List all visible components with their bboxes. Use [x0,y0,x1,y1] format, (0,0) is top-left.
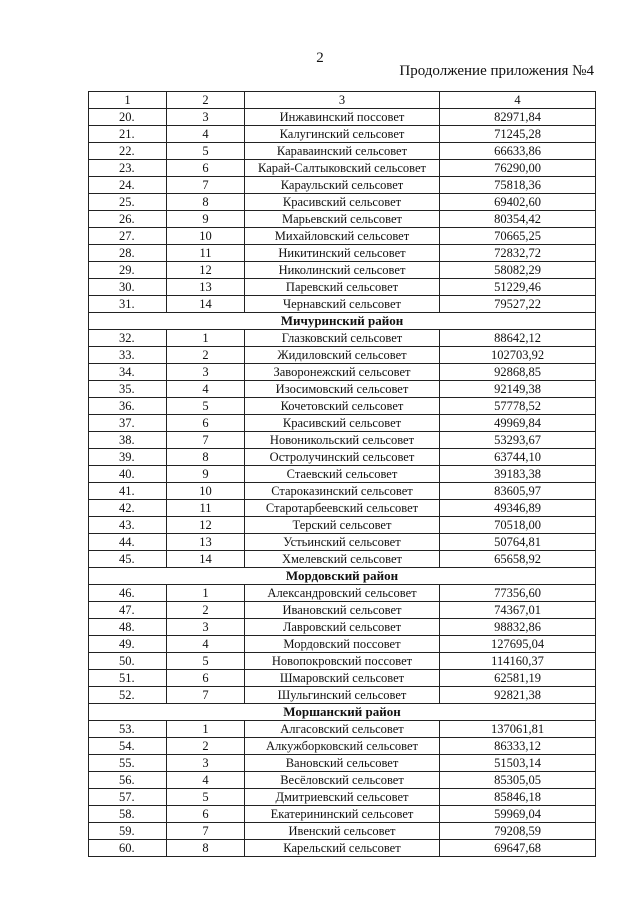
row-number-cell: 56. [89,772,167,789]
amount-cell: 65658,92 [440,551,596,568]
local-number-cell: 4 [167,126,245,143]
municipality-cell: Шульгинский сельсовет [245,687,440,704]
municipality-cell: Александровский сельсовет [245,585,440,602]
local-number-cell: 13 [167,279,245,296]
amount-cell: 85305,05 [440,772,596,789]
amount-cell: 137061,81 [440,721,596,738]
row-number-cell: 60. [89,840,167,857]
local-number-cell: 1 [167,585,245,602]
amount-cell: 69647,68 [440,840,596,857]
table-row [89,194,596,211]
amount-cell: 82971,84 [440,109,596,126]
local-number-cell: 3 [167,109,245,126]
row-number-cell: 46. [89,585,167,602]
row-number-cell: 51. [89,670,167,687]
municipality-cell: Терский сельсовет [245,517,440,534]
row-number-cell: 30. [89,279,167,296]
row-number-cell: 59. [89,823,167,840]
municipality-cell: Глазковский сельсовет [245,330,440,347]
amount-cell: 49969,84 [440,415,596,432]
municipality-cell: Никитинский сельсовет [245,245,440,262]
table-row [89,789,596,806]
local-number-cell: 14 [167,551,245,568]
header-cell-3: 3 [245,92,440,109]
row-number-cell: 32. [89,330,167,347]
municipality-cell: Хмелевский сельсовет [245,551,440,568]
table-row [89,755,596,772]
table-row [89,823,596,840]
table-row [89,806,596,823]
local-number-cell: 7 [167,823,245,840]
row-number-cell: 58. [89,806,167,823]
local-number-cell: 1 [167,721,245,738]
table-row [89,687,596,704]
municipality-cell: Староказинский сельсовет [245,483,440,500]
municipality-cell: Николинский сельсовет [245,262,440,279]
municipality-cell: Весёловский сельсовет [245,772,440,789]
local-number-cell: 5 [167,789,245,806]
row-number-cell: 38. [89,432,167,449]
table-row [89,500,596,517]
municipality-cell: Екатерининский сельсовет [245,806,440,823]
allocation-table [88,91,596,857]
local-number-cell: 11 [167,500,245,517]
amount-cell: 92821,38 [440,687,596,704]
amount-cell: 58082,29 [440,262,596,279]
amount-cell: 51503,14 [440,755,596,772]
amount-cell: 51229,46 [440,279,596,296]
local-number-cell: 5 [167,653,245,670]
table-row [89,398,596,415]
municipality-cell: Кочетовский сельсовет [245,398,440,415]
amount-cell: 76290,00 [440,160,596,177]
table-row [89,364,596,381]
table-row [89,109,596,126]
row-number-cell: 37. [89,415,167,432]
row-number-cell: 22. [89,143,167,160]
municipality-cell: Красивский сельсовет [245,194,440,211]
row-number-cell: 27. [89,228,167,245]
local-number-cell: 5 [167,398,245,415]
row-number-cell: 42. [89,500,167,517]
table-row [89,721,596,738]
table-row [89,177,596,194]
local-number-cell: 12 [167,517,245,534]
municipality-cell: Паревский сельсовет [245,279,440,296]
municipality-cell: Стаевский сельсовет [245,466,440,483]
municipality-cell: Ивановский сельсовет [245,602,440,619]
table-row [89,415,596,432]
local-number-cell: 9 [167,466,245,483]
page-number: 2 [316,50,324,66]
local-number-cell: 1 [167,330,245,347]
district-header-row [89,568,596,585]
local-number-cell: 4 [167,636,245,653]
amount-cell: 63744,10 [440,449,596,466]
table-row [89,449,596,466]
table-row [89,585,596,602]
table-header-row [89,92,596,109]
header-cell-1: 1 [89,92,167,109]
table-row [89,143,596,160]
district-header-row [89,313,596,330]
municipality-cell: Чернавский сельсовет [245,296,440,313]
row-number-cell: 21. [89,126,167,143]
local-number-cell: 6 [167,670,245,687]
table-row [89,534,596,551]
local-number-cell: 6 [167,160,245,177]
amount-cell: 70518,00 [440,517,596,534]
amount-cell: 79208,59 [440,823,596,840]
local-number-cell: 7 [167,177,245,194]
table-row [89,619,596,636]
amount-cell: 114160,37 [440,653,596,670]
local-number-cell: 3 [167,755,245,772]
amount-cell: 75818,36 [440,177,596,194]
amount-cell: 70665,25 [440,228,596,245]
row-number-cell: 52. [89,687,167,704]
row-number-cell: 34. [89,364,167,381]
amount-cell: 92149,38 [440,381,596,398]
local-number-cell: 10 [167,483,245,500]
table-row [89,279,596,296]
municipality-cell: Лавровский сельсовет [245,619,440,636]
municipality-cell: Марьевский сельсовет [245,211,440,228]
row-number-cell: 50. [89,653,167,670]
amount-cell: 80354,42 [440,211,596,228]
row-number-cell: 49. [89,636,167,653]
amount-cell: 74367,01 [440,602,596,619]
row-number-cell: 57. [89,789,167,806]
amount-cell: 85846,18 [440,789,596,806]
district-name: Мордовский район [89,568,596,585]
amount-cell: 127695,04 [440,636,596,653]
local-number-cell: 11 [167,245,245,262]
municipality-cell: Жидиловский сельсовет [245,347,440,364]
local-number-cell: 7 [167,687,245,704]
table-row [89,330,596,347]
table-row [89,432,596,449]
municipality-cell: Шмаровский сельсовет [245,670,440,687]
amount-cell: 69402,60 [440,194,596,211]
municipality-cell: Новоникольский сельсовет [245,432,440,449]
table-row [89,738,596,755]
amount-cell: 98832,86 [440,619,596,636]
row-number-cell: 48. [89,619,167,636]
table-row [89,602,596,619]
local-number-cell: 2 [167,602,245,619]
amount-cell: 86333,12 [440,738,596,755]
local-number-cell: 5 [167,143,245,160]
municipality-cell: Новопокровский поссовет [245,653,440,670]
municipality-cell: Ивенский сельсовет [245,823,440,840]
row-number-cell: 28. [89,245,167,262]
municipality-cell: Красивский сельсовет [245,415,440,432]
local-number-cell: 6 [167,415,245,432]
table-row [89,840,596,857]
appendix-continuation-label: Продолжение приложения №4 [399,63,594,79]
row-number-cell: 43. [89,517,167,534]
municipality-cell: Карай-Салтыковский сельсовет [245,160,440,177]
municipality-cell: Дмитриевский сельсовет [245,789,440,806]
local-number-cell: 4 [167,381,245,398]
municipality-cell: Михайловский сельсовет [245,228,440,245]
table-row [89,670,596,687]
amount-cell: 49346,89 [440,500,596,517]
table-row [89,262,596,279]
municipality-cell: Инжавинский поссовет [245,109,440,126]
local-number-cell: 14 [167,296,245,313]
amount-cell: 66633,86 [440,143,596,160]
table-row [89,245,596,262]
local-number-cell: 13 [167,534,245,551]
amount-cell: 83605,97 [440,483,596,500]
amount-cell: 39183,38 [440,466,596,483]
local-number-cell: 8 [167,194,245,211]
row-number-cell: 26. [89,211,167,228]
municipality-cell: Вановский сельсовет [245,755,440,772]
table-row [89,653,596,670]
local-number-cell: 12 [167,262,245,279]
municipality-cell: Мордовский поссовет [245,636,440,653]
table-body [89,92,596,857]
row-number-cell: 45. [89,551,167,568]
municipality-cell: Карельский сельсовет [245,840,440,857]
table-row [89,466,596,483]
row-number-cell: 23. [89,160,167,177]
amount-cell: 72832,72 [440,245,596,262]
municipality-cell: Караваинский сельсовет [245,143,440,160]
amount-cell: 77356,60 [440,585,596,602]
row-number-cell: 31. [89,296,167,313]
amount-cell: 92868,85 [440,364,596,381]
table-row [89,381,596,398]
amount-cell: 102703,92 [440,347,596,364]
local-number-cell: 10 [167,228,245,245]
district-name: Моршанский район [89,704,596,721]
amount-cell: 57778,52 [440,398,596,415]
row-number-cell: 36. [89,398,167,415]
local-number-cell: 2 [167,738,245,755]
row-number-cell: 41. [89,483,167,500]
local-number-cell: 3 [167,619,245,636]
table-row [89,211,596,228]
row-number-cell: 35. [89,381,167,398]
table-row [89,772,596,789]
municipality-cell: Калугинский сельсовет [245,126,440,143]
table-row [89,160,596,177]
table-row [89,347,596,364]
local-number-cell: 3 [167,364,245,381]
row-number-cell: 25. [89,194,167,211]
header-cell-4: 4 [440,92,596,109]
municipality-cell: Алгасовский сельсовет [245,721,440,738]
table-row [89,483,596,500]
local-number-cell: 7 [167,432,245,449]
municipality-cell: Караульский сельсовет [245,177,440,194]
municipality-cell: Заворонежский сельсовет [245,364,440,381]
table-row [89,551,596,568]
row-number-cell: 54. [89,738,167,755]
local-number-cell: 6 [167,806,245,823]
amount-cell: 71245,28 [440,126,596,143]
amount-cell: 53293,67 [440,432,596,449]
local-number-cell: 8 [167,449,245,466]
row-number-cell: 24. [89,177,167,194]
municipality-cell: Устьинский сельсовет [245,534,440,551]
district-name: Мичуринский район [89,313,596,330]
row-number-cell: 29. [89,262,167,279]
row-number-cell: 55. [89,755,167,772]
table-row [89,636,596,653]
municipality-cell: Изосимовский сельсовет [245,381,440,398]
table-row [89,126,596,143]
amount-cell: 79527,22 [440,296,596,313]
local-number-cell: 2 [167,347,245,364]
table-row [89,228,596,245]
local-number-cell: 9 [167,211,245,228]
amount-cell: 50764,81 [440,534,596,551]
local-number-cell: 4 [167,772,245,789]
row-number-cell: 33. [89,347,167,364]
header-cell-2: 2 [167,92,245,109]
row-number-cell: 40. [89,466,167,483]
row-number-cell: 44. [89,534,167,551]
municipality-cell: Алкужборковский сельсовет [245,738,440,755]
amount-cell: 59969,04 [440,806,596,823]
municipality-cell: Остролучинский сельсовет [245,449,440,466]
amount-cell: 88642,12 [440,330,596,347]
district-header-row [89,704,596,721]
row-number-cell: 39. [89,449,167,466]
table-row [89,517,596,534]
municipality-cell: Старотарбеевский сельсовет [245,500,440,517]
table-row [89,296,596,313]
row-number-cell: 20. [89,109,167,126]
amount-cell: 62581,19 [440,670,596,687]
local-number-cell: 8 [167,840,245,857]
row-number-cell: 53. [89,721,167,738]
row-number-cell: 47. [89,602,167,619]
